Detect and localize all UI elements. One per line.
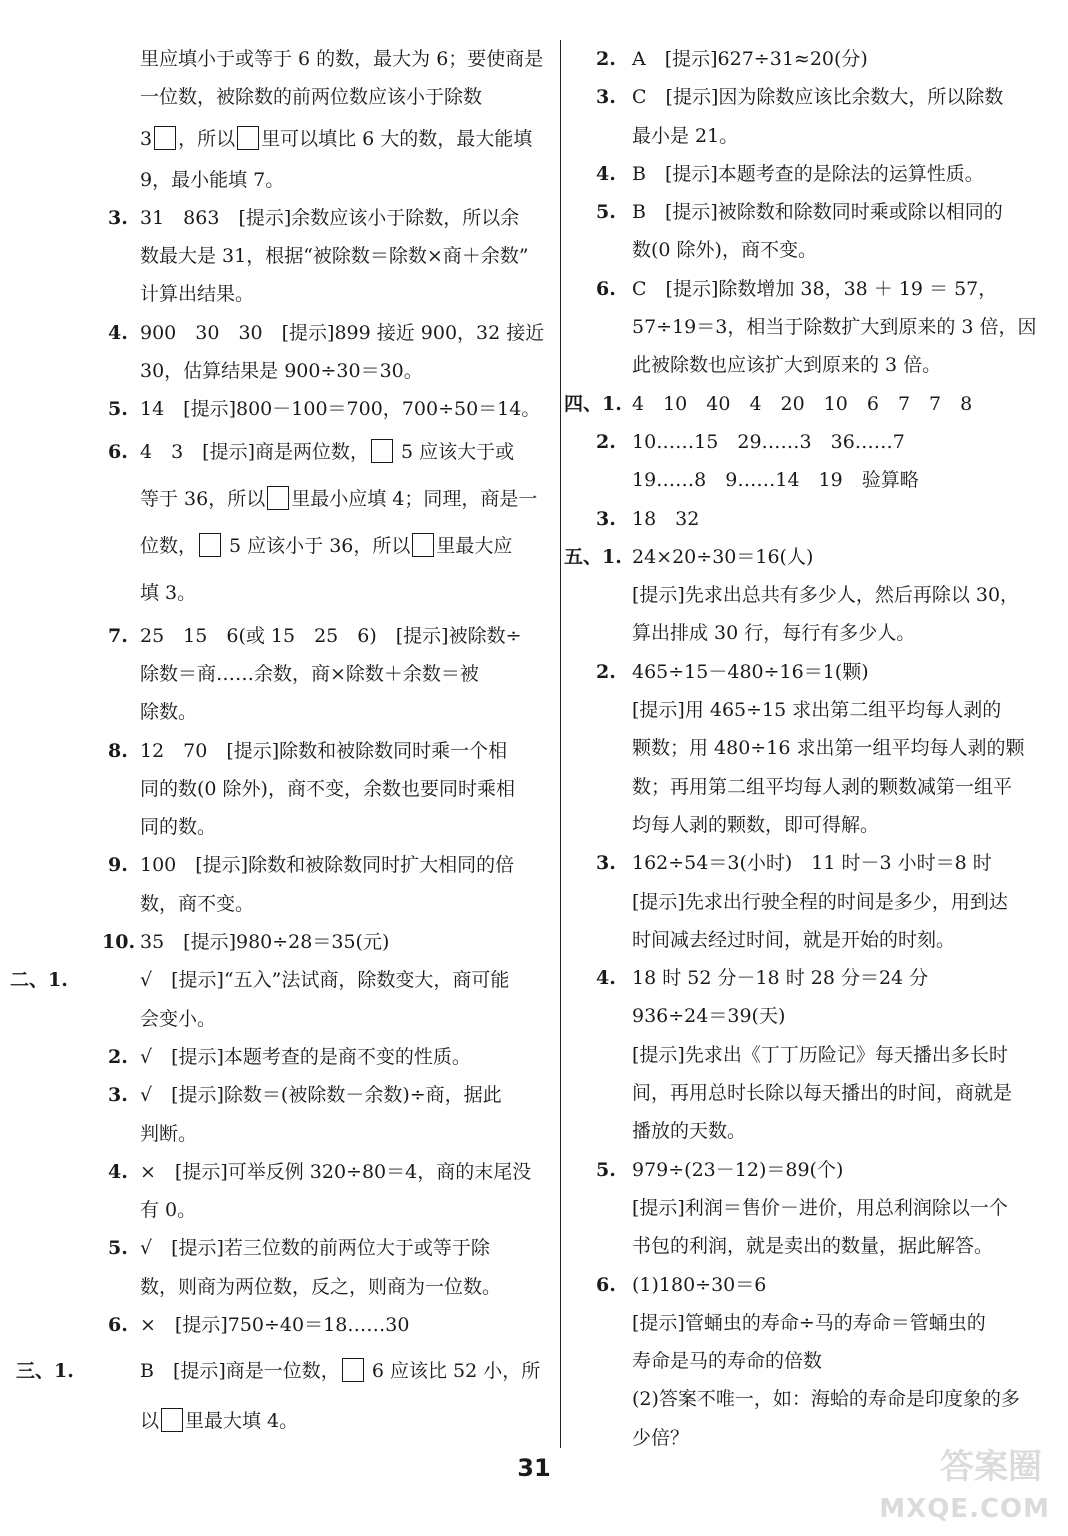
text-fragment: 4 3 [提示]商是两位数，	[140, 440, 370, 463]
text-line: 162÷54＝3(小时) 11 时－3 小时＝8 时	[632, 852, 992, 875]
text-line: (1)180÷30＝6	[632, 1273, 767, 1296]
section-3-item-1	[16, 1346, 550, 1446]
text-line: √ [提示]“五入”法试商，除数变大，商可能	[140, 969, 510, 992]
text-line: 少倍？	[632, 1426, 690, 1449]
section-2-item-2	[72, 1038, 550, 1076]
answer-item-8	[72, 732, 550, 847]
text-fragment: ，所以	[178, 127, 236, 150]
text-line	[140, 476, 550, 523]
text-line: 除数＝商……余数，商×除数＋余数＝被	[140, 662, 479, 685]
item-number: 3.	[108, 206, 128, 229]
section-2-item-6	[72, 1306, 550, 1344]
item-number: 4.	[596, 162, 616, 185]
text-line: [提示]先求出总共有多少人，然后再除以 30，	[632, 584, 1020, 607]
text-line: 4 10 40 4 20 10 6 7 7 8	[632, 392, 973, 415]
blank-box	[267, 486, 289, 510]
text-line: 数；再用第二组平均每人剥的颗数减第一组平	[632, 775, 1013, 798]
blank-box	[412, 533, 434, 557]
text-line: 24×20÷30＝16(人)	[632, 545, 814, 568]
text-line: √ [提示]除数＝(被除数－余数)÷商，据此	[140, 1084, 502, 1107]
item-number: 6.	[596, 277, 616, 300]
text-fragment: 6 应该比 52 小，所	[365, 1360, 541, 1383]
text-line: B [提示]被除数和除数同时乘或除以相同的	[632, 201, 1003, 224]
text-line: 同的数(0 除外)，商不变，余数也要同时乘相	[140, 777, 515, 800]
item-number: 4.	[596, 967, 616, 990]
right-column	[564, 40, 1040, 1457]
item-number: 6.	[596, 1273, 616, 1296]
text-line: [提示]先求出行驶全程的时间是多少，用到达	[632, 890, 1008, 913]
item-number: 2.	[596, 430, 616, 453]
text-fragment: 等于 36，所以	[140, 487, 266, 510]
text-fragment: 3	[140, 127, 153, 150]
text-line: 时间减去经过时间，就是开始的时刻。	[632, 928, 956, 951]
text-line: 算出排成 30 行，每行有多少人。	[632, 622, 916, 645]
item-number: 3.	[596, 852, 616, 875]
section-5-item-4	[592, 959, 1040, 1150]
text-line: 填 3。	[140, 581, 197, 604]
text-line: 18 32	[632, 507, 700, 530]
section-4-item-1	[564, 385, 1040, 423]
section-3-item-5	[592, 193, 1040, 270]
text-fragment: 里可以填比 6 大的数，最大能填	[261, 127, 533, 150]
text-line: × [提示]可举反例 320÷80＝4，商的末尾没	[140, 1160, 532, 1183]
text-line	[140, 1346, 550, 1396]
section-3-item-4	[592, 155, 1040, 193]
text-line: 12 70 [提示]除数和被除数同时乘一个相	[140, 739, 508, 762]
text-fragment: 5 应该大于或	[395, 440, 515, 463]
blank-box	[237, 126, 259, 150]
text-line: 31 863 [提示]余数应该小于除数，所以余	[140, 206, 520, 229]
section-label: 四、1.	[564, 392, 622, 415]
text-fragment: 以	[140, 1410, 160, 1433]
text-fragment: 里最大填 4。	[185, 1410, 299, 1433]
item-number: 10.	[102, 931, 136, 954]
text-line: [提示]先求出《丁丁历险记》每天播出多长时	[632, 1043, 1008, 1066]
page-number: 31	[517, 1454, 551, 1482]
text-line: 900 30 30 [提示]899 接近 900，32 接近	[140, 321, 545, 344]
blank-box	[199, 533, 221, 557]
text-line: 465÷15－480÷16＝1(颗)	[632, 660, 869, 683]
item-number: 5.	[596, 201, 616, 224]
text-line: 100 [提示]除数和被除数同时扩大相同的倍	[140, 854, 515, 877]
text-line: C [提示]因为除数应该比余数大，所以除数	[632, 86, 1004, 109]
text-line: [提示]用 465÷15 求出第二组平均每人剥的	[632, 699, 1002, 722]
answer-item-3	[72, 199, 550, 314]
item-number: 2.	[596, 48, 616, 70]
text-line: 最小是 21。	[632, 124, 739, 147]
text-line	[140, 523, 550, 570]
item-number: 4.	[108, 321, 128, 344]
text-line: 19……8 9……14 19 验算略	[632, 469, 919, 492]
text-line: 颗数；用 480÷16 求出第一组平均每人剥的颗	[632, 737, 1025, 760]
text-line: 18 时 52 分－18 时 28 分＝24 分	[632, 967, 929, 990]
text-line: 数，商不变。	[140, 892, 255, 915]
text-line: 10……15 29……3 36……7	[632, 430, 905, 453]
section-4-item-3	[592, 500, 1040, 538]
text-line: 一位数，被除数的前两位数应该小于除数	[140, 86, 483, 109]
section-3-item-3	[592, 78, 1040, 155]
text-line: 书包的利润，就是卖出的数量，据此解答。	[632, 1235, 994, 1258]
answer-item-4	[72, 314, 550, 391]
item-number: 5.	[108, 398, 128, 421]
item-number: 2.	[108, 1045, 128, 1068]
text-fragment: 位数，	[140, 534, 198, 557]
text-line: [提示]管蛹虫的寿命÷马的寿命＝管蛹虫的	[632, 1311, 986, 1334]
blank-box	[371, 439, 393, 463]
text-line: A [提示]627÷31≈20(分)	[632, 48, 868, 70]
item-number: 9.	[108, 854, 128, 877]
text-line: √ [提示]本题考查的是商不变的性质。	[140, 1045, 471, 1068]
item-number: 3.	[596, 86, 616, 109]
text-fragment: B [提示]商是一位数，	[140, 1360, 340, 1383]
watermark-logo-text: 答案圈	[940, 1447, 1042, 1487]
item-number: 6.	[108, 1314, 128, 1337]
continued-item	[72, 40, 550, 199]
blank-box	[161, 1408, 183, 1432]
text-line: × [提示]750÷40＝18……30	[140, 1314, 410, 1337]
text-line: 寿命是马的寿命的倍数	[632, 1350, 823, 1373]
text-fragment: 5 应该小于 36，所以	[223, 534, 411, 557]
section-3-item-6	[592, 270, 1040, 385]
text-fragment: 里最大应	[436, 534, 513, 557]
item-number: 3.	[596, 507, 616, 530]
item-number: 5.	[108, 1237, 128, 1260]
section-4-item-2	[592, 423, 1040, 500]
text-line: 同的数。	[140, 816, 217, 839]
text-line: 14 [提示]800－100＝700，700÷50＝14。	[140, 398, 541, 421]
text-line: 57÷19＝3，相当于除数扩大到原来的 3 倍，因	[632, 316, 1037, 339]
answer-item-5	[72, 390, 550, 428]
item-number: 3.	[108, 1084, 128, 1107]
text-line: 35 [提示]980÷28＝35(元)	[140, 931, 390, 954]
text-line: C [提示]除数增加 38，38 ＋ 19 ＝ 57，	[632, 277, 998, 300]
item-number: 7.	[108, 624, 128, 647]
text-line: 里应填小于或等于 6 的数，最大为 6；要使商是	[140, 48, 544, 70]
text-line: 计算出结果。	[140, 283, 255, 306]
section-5-item-1	[564, 538, 1040, 653]
text-line: 此被除数也应该扩大到原来的 3 倍。	[632, 354, 942, 377]
section-5-item-2	[592, 653, 1040, 844]
answer-item-9	[72, 846, 550, 923]
section-5-item-5	[592, 1151, 1040, 1266]
text-line: 979÷(23－12)＝89(个)	[632, 1158, 844, 1181]
text-line: B [提示]本题考查的是除法的运算性质。	[632, 162, 984, 185]
text-line: 数最大是 31，根据“被除数＝除数×商＋余数”	[140, 245, 529, 268]
section-2-item-3	[72, 1076, 550, 1153]
watermark-url-text: MXQE.COM	[879, 1494, 1050, 1524]
text-line: 936÷24＝39(天)	[632, 1005, 786, 1028]
text-line: 除数。	[140, 701, 198, 724]
item-number: 8.	[108, 739, 128, 762]
text-line: [提示]利润＝售价－进价，用总利润除以一个	[632, 1196, 1008, 1219]
text-line: 9，最小能填 7。	[140, 168, 285, 191]
answer-item-7	[72, 617, 550, 732]
text-line: 均每人剥的颗数，即可得解。	[632, 813, 880, 836]
item-number: 2.	[596, 660, 616, 683]
text-line: 播放的天数。	[632, 1120, 747, 1143]
text-line: 25 15 6(或 15 25 6) [提示]被除数÷	[140, 624, 522, 647]
text-line: 数(0 除外)，商不变。	[632, 239, 817, 262]
blank-box	[154, 126, 176, 150]
section-5-item-6	[592, 1266, 1040, 1457]
text-line: 数，则商为两位数，反之，则商为一位数。	[140, 1275, 502, 1298]
text-line: 有 0。	[140, 1199, 197, 1222]
section-label: 二、1.	[10, 969, 68, 992]
answer-item-6	[72, 429, 550, 617]
section-label: 三、1.	[16, 1360, 74, 1383]
column-divider	[560, 40, 561, 1448]
item-number: 6.	[108, 440, 128, 463]
watermark	[860, 1448, 1050, 1528]
text-line: 30，估算结果是 900÷30＝30。	[140, 360, 423, 383]
section-3-item-2	[592, 40, 1040, 78]
answer-item-10	[72, 923, 550, 961]
text-line	[140, 1396, 550, 1446]
text-line: 间，再用总时长除以每天播出的时间，商就是	[632, 1082, 1013, 1105]
text-line	[140, 117, 550, 161]
section-2-item-1	[10, 961, 550, 1038]
text-fragment: 里最小应填 4；同理，商是一	[291, 487, 538, 510]
blank-box	[342, 1358, 364, 1382]
section-2-item-4	[72, 1153, 550, 1230]
item-number: 4.	[108, 1160, 128, 1183]
section-2-item-5	[72, 1229, 550, 1306]
item-number: 5.	[596, 1158, 616, 1181]
text-line: 会变小。	[140, 1007, 217, 1030]
text-line: √ [提示]若三位数的前两位大于或等于除	[140, 1237, 490, 1260]
left-column	[10, 40, 550, 1446]
text-line	[140, 429, 550, 476]
text-line: (2)答案不唯一，如：海蛤的寿命是印度象的多	[632, 1388, 1020, 1411]
section-label: 五、1.	[564, 545, 622, 568]
section-5-item-3	[592, 844, 1040, 959]
text-line: 判断。	[140, 1122, 198, 1145]
